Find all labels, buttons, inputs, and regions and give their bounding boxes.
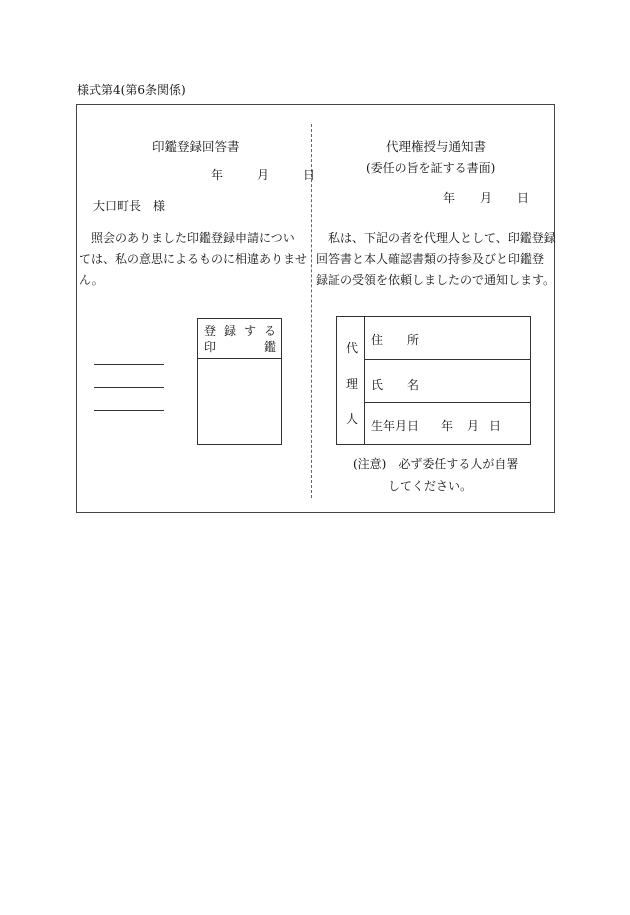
proxy-name-row xyxy=(365,360,530,403)
signature-line xyxy=(94,364,164,365)
proxy-label-char: 理 xyxy=(346,377,359,391)
proxy-birth-year: 年 xyxy=(441,419,454,433)
seal-header-char: 印 xyxy=(204,340,217,354)
left-date-month: 月 xyxy=(257,168,270,182)
left-body-text xyxy=(79,228,309,291)
proxy-label-char: 代 xyxy=(346,341,359,355)
signature-line xyxy=(94,387,164,388)
proxy-label-char: 人 xyxy=(346,412,359,426)
proxy-address-row xyxy=(365,317,530,360)
right-body-line: 回答書と本人確認書類の持参及びと印鑑登 xyxy=(316,252,545,266)
right-body-line: 録証の受領を依頼しましたので通知します。 xyxy=(316,273,556,287)
seal-box-header xyxy=(198,319,281,359)
seal-header-char: 登 xyxy=(204,324,217,338)
seal-header-char: 録 xyxy=(223,324,236,338)
note-line-2: してください。 xyxy=(388,479,473,493)
left-title: 印鑑登録回答書 xyxy=(152,139,240,154)
proxy-birth-label: 生年月日 xyxy=(371,419,420,433)
proxy-birth-day: 日 xyxy=(489,419,502,433)
proxy-label-column xyxy=(337,317,365,444)
proxy-address-label: 住 所 xyxy=(371,333,420,347)
proxy-name-label: 氏 名 xyxy=(371,378,420,392)
right-date-day: 日 xyxy=(517,191,530,205)
registered-seal-box xyxy=(197,318,282,445)
left-body-line: ん。 xyxy=(79,273,104,287)
note-line-1: (注意) 必ず委任する人が自署 xyxy=(353,457,519,471)
proxy-birth-month: 月 xyxy=(467,419,480,433)
right-body-text xyxy=(316,228,556,291)
right-date xyxy=(443,189,529,206)
proxy-birthdate-row xyxy=(365,403,530,444)
right-body-line: 私は、下記の者を代理人として、印鑑登録 xyxy=(328,231,556,245)
signature-line xyxy=(94,410,164,411)
addressee: 大口町長 様 xyxy=(93,199,166,213)
right-title: 代理権授与通知書 xyxy=(386,139,487,154)
seal-header-char: る xyxy=(263,324,276,338)
left-date-year: 年 xyxy=(211,168,224,182)
right-subtitle: (委任の旨を証する書面) xyxy=(366,161,496,175)
left-body-line: ては、私の意思によるものに相違ありませ xyxy=(79,252,308,266)
left-date-day: 日 xyxy=(303,168,316,182)
form-number: 様式第4(第6条関係) xyxy=(77,83,186,97)
left-date xyxy=(211,166,315,183)
seal-header-char: 鑑 xyxy=(263,340,276,354)
proxy-info-table xyxy=(336,316,531,445)
left-body-line: 照会のありました印鑑登録申請につい xyxy=(91,231,295,245)
right-date-year: 年 xyxy=(443,191,456,205)
right-date-month: 月 xyxy=(480,191,493,205)
seal-header-char: す xyxy=(243,324,256,338)
